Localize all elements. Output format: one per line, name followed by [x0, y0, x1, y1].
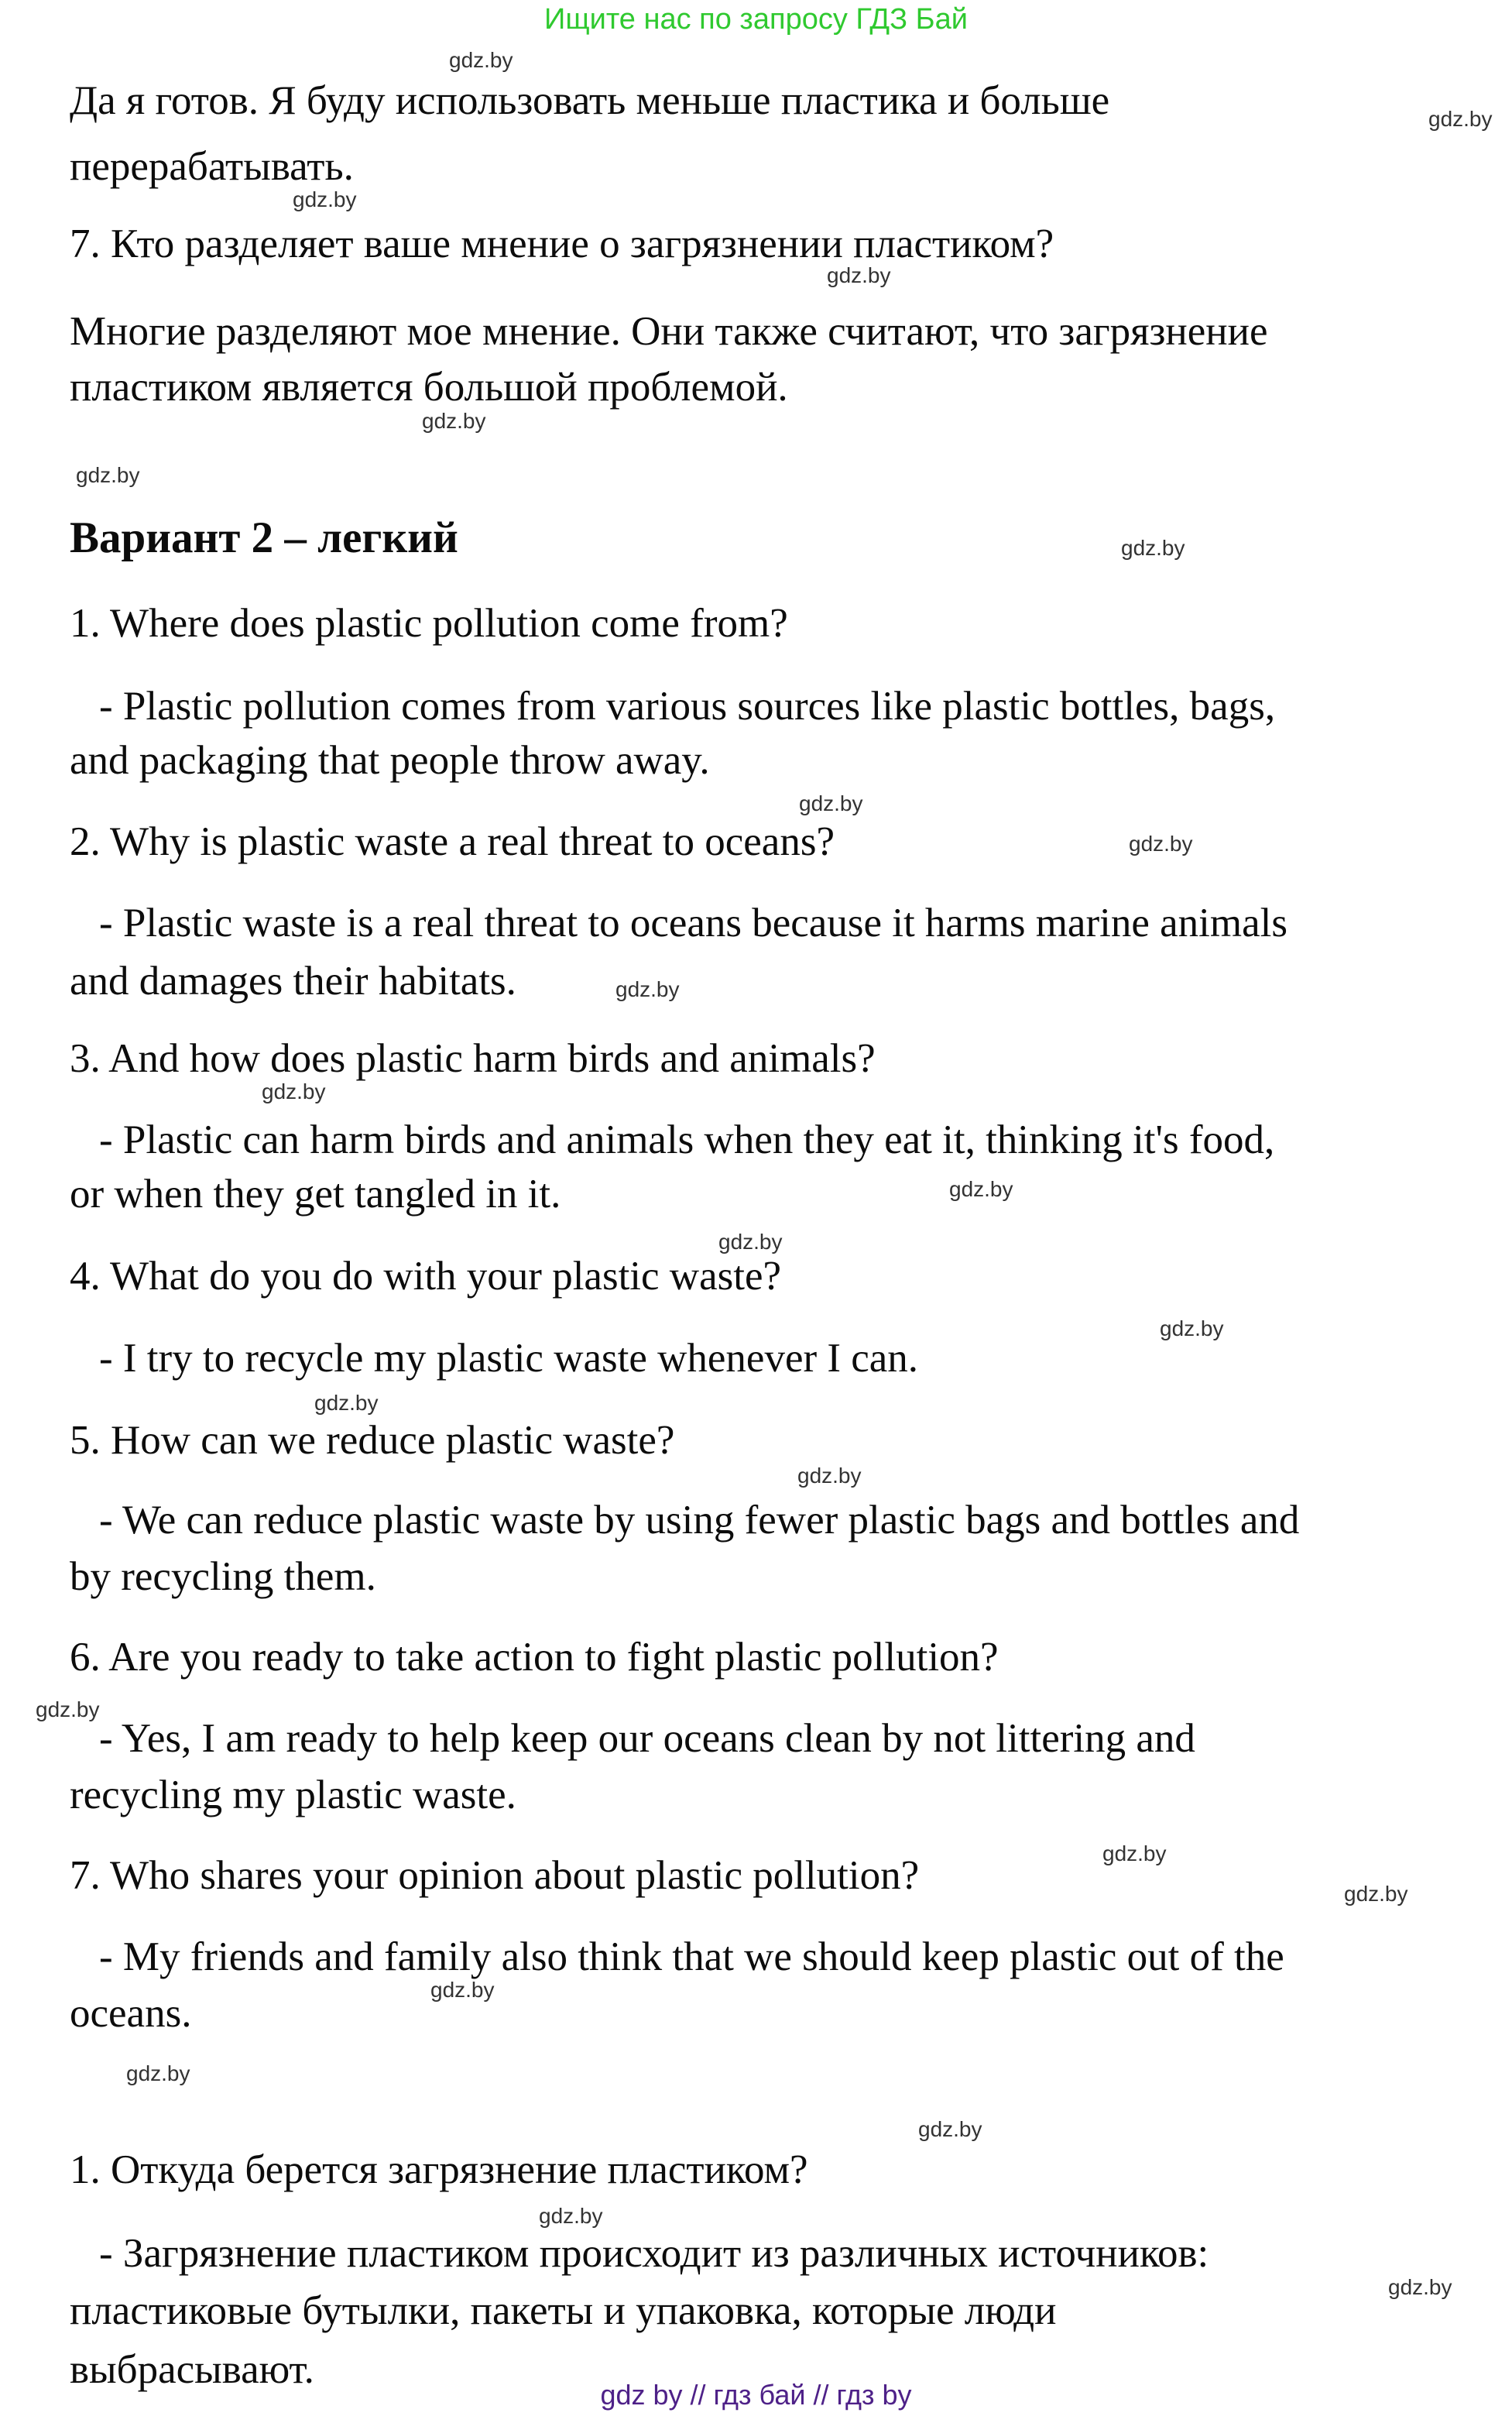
gdz-watermark: gdz.by: [797, 1464, 862, 1488]
text-line: and damages their habitats.: [70, 959, 516, 1004]
gdz-watermark: gdz.by: [1129, 832, 1193, 856]
text-line: - We can reduce plastic waste by using fewer plastic bags and bottles and: [99, 1498, 1300, 1543]
gdz-watermark: gdz.by: [1121, 536, 1185, 560]
gdz-watermark: gdz.by: [1160, 1316, 1224, 1340]
text-line: - Plastic can harm birds and animals when they eat it, thinking it's food,: [99, 1117, 1275, 1162]
gdz-watermark: gdz.by: [262, 1079, 326, 1103]
gdz-watermark: gdz.by: [918, 2117, 982, 2141]
text-line: oceans.: [70, 1991, 192, 2036]
text-line: 1. Where does plastic pollution come from?: [70, 601, 788, 646]
gdz-watermark: gdz.by: [76, 463, 140, 487]
text-line: Многие разделяют мое мнение. Они также считают, что загрязнение: [70, 309, 1268, 354]
gdz-watermark: gdz.by: [36, 1697, 100, 1721]
text-line: выбрасывают.: [70, 2347, 314, 2392]
gdz-watermark: gdz.by: [1428, 107, 1493, 131]
text-line: and packaging that people throw away.: [70, 738, 710, 783]
text-line: or when they get tangled in it.: [70, 1172, 561, 1217]
gdz-watermark: gdz.by: [314, 1391, 379, 1415]
text-line: - I try to recycle my plastic waste whenever I can.: [99, 1336, 919, 1381]
gdz-watermark: gdz.by: [126, 2061, 190, 2085]
section-heading: Вариант 2 – легкий: [70, 513, 458, 562]
gdz-watermark: gdz.by: [449, 48, 513, 72]
gdz-watermark: gdz.by: [718, 1230, 783, 1254]
text-line: Да я готов. Я буду использовать меньше пластика и больше: [70, 78, 1110, 123]
text-line: by recycling them.: [70, 1554, 376, 1599]
text-line: 2. Why is plastic waste a real threat to oceans?: [70, 819, 835, 864]
search-promo-banner: Ищите нас по запросу ГДЗ Бай: [544, 3, 968, 36]
footer-brand-banner: gdz by // гдз бай // гдз by: [600, 2379, 912, 2411]
gdz-watermark: gdz.by: [1388, 2275, 1452, 2299]
text-line: recycling my plastic waste.: [70, 1773, 516, 1817]
text-line: 3. And how does plastic harm birds and animals?: [70, 1036, 876, 1081]
gdz-watermark: gdz.by: [430, 1978, 495, 2002]
gdz-watermark: gdz.by: [1344, 1882, 1408, 1906]
text-line: 7. Who shares your opinion about plastic pollution?: [70, 1853, 920, 1898]
gdz-watermark: gdz.by: [539, 2204, 603, 2228]
text-line: 1. Откуда берется загрязнение пластиком?: [70, 2147, 808, 2192]
gdz-watermark: gdz.by: [615, 977, 680, 1001]
text-line: - Загрязнение пластиком происходит из различных источников:: [99, 2231, 1209, 2276]
text-line: - Plastic pollution comes from various sources like plastic bottles, bags,: [99, 684, 1276, 729]
gdz-watermark: gdz.by: [949, 1177, 1013, 1201]
text-line: 5. How can we reduce plastic waste?: [70, 1418, 675, 1463]
text-line: - Yes, I am ready to help keep our oceans clean by not littering and: [99, 1716, 1195, 1761]
text-line: - Plastic waste is a real threat to oceans because it harms marine animals: [99, 901, 1287, 946]
text-line: 6. Are you ready to take action to fight plastic pollution?: [70, 1635, 999, 1680]
text-line: пластиковые бутылки, пакеты и упаковка, которые люди: [70, 2288, 1057, 2333]
text-line: 4. What do you do with your plastic waste?: [70, 1254, 781, 1299]
gdz-watermark: gdz.by: [293, 187, 357, 211]
text-line: - My friends and family also think that we should keep plastic out of the: [99, 1934, 1284, 1979]
text-line: 7. Кто разделяет ваше мнение о загрязнении пластиком?: [70, 221, 1054, 266]
text-line: перерабатывать.: [70, 144, 354, 189]
gdz-watermark: gdz.by: [827, 263, 891, 287]
gdz-watermark: gdz.by: [1102, 1841, 1167, 1865]
text-line: пластиком является большой проблемой.: [70, 365, 788, 410]
gdz-watermark: gdz.by: [422, 409, 486, 433]
gdz-watermark: gdz.by: [799, 791, 863, 815]
